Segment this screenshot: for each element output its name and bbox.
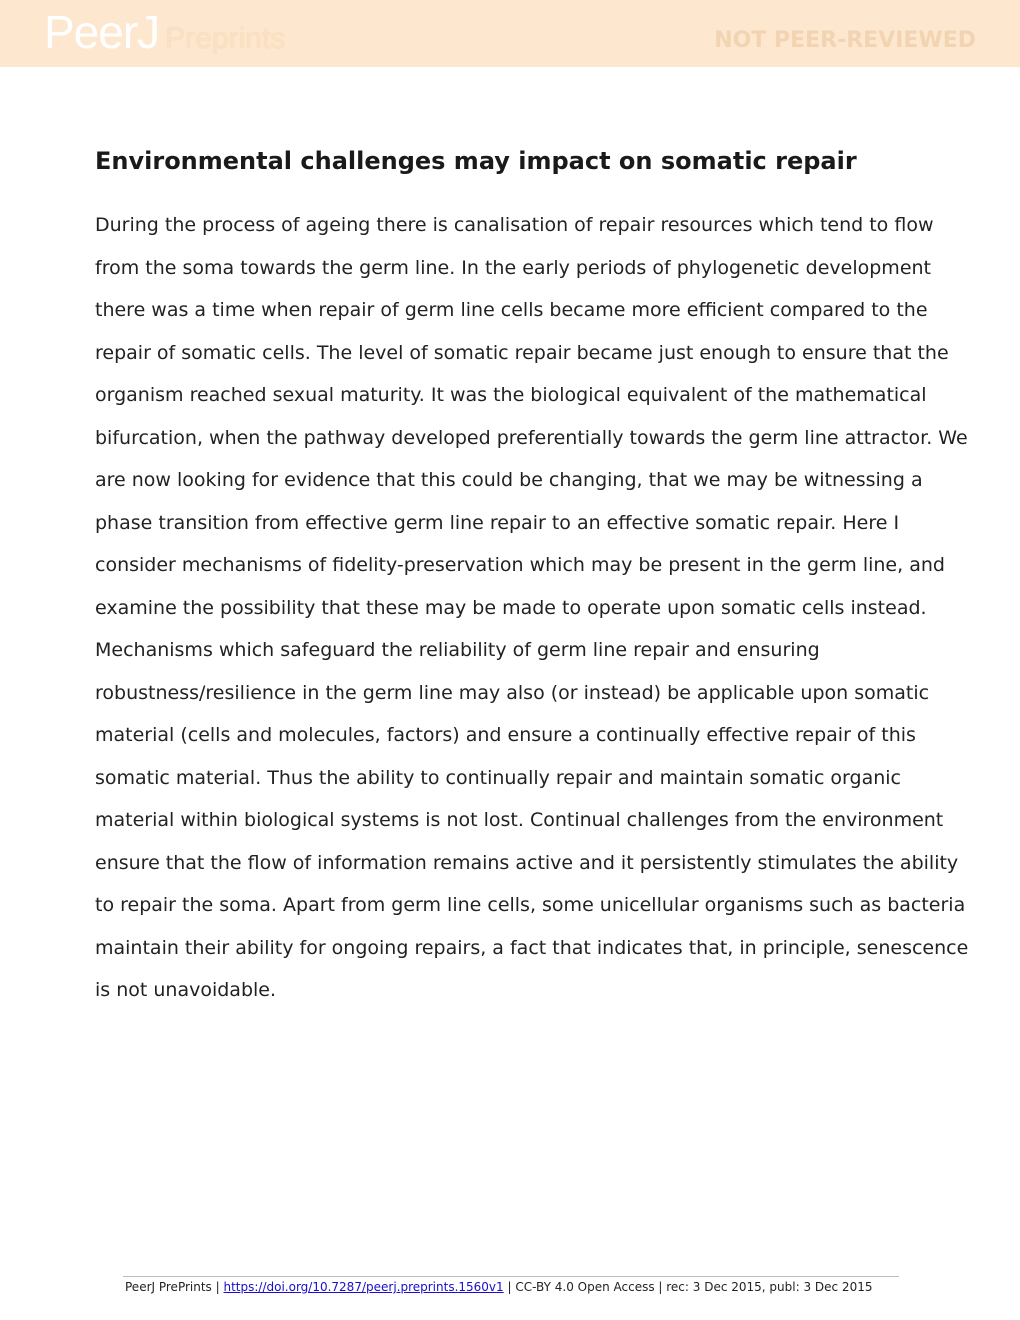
logo-peerj-text: PeerJ — [44, 6, 160, 58]
footer-license-dates: | CC-BY 4.0 Open Access | rec: 3 Dec 2015, publ: 3 Dec 2015 — [507, 1280, 873, 1294]
page-footer — [125, 1279, 872, 1295]
article-title: Environmental challenges may impact on somatic repair — [95, 147, 857, 175]
peerj-preprints-logo — [44, 6, 285, 65]
preprint-banner — [0, 0, 1020, 67]
logo-preprints-text: Preprints — [165, 22, 286, 55]
footer-doi-link[interactable]: https://doi.org/10.7287/peerj.preprints.1560v1 — [223, 1280, 504, 1294]
footer-divider — [123, 1276, 899, 1277]
not-peer-reviewed-watermark: NOT PEER-REVIEWED — [714, 28, 976, 53]
article-body: During the process of ageing there is canalisation of repair resources which tend to flow from the soma towards the germ line. In the early periods of phylogenetic development there was a time when repair of germ line cells became more efficient compared to the repair of somatic cells. The level of somatic repair became just enough to ensure that the organism reached sexual maturity. It was the biological equivalent of the mathematical bifurcation, when the pathway developed preferentially towards the germ line attractor. We are now looking for evidence that this could be changing, that we may be witnessing a phase transition from effective germ line repair to an effective somatic repair. Here I consider mechanisms of fidelity-preservation which may be present in the germ line, and examine the possibility that these may be made to operate upon somatic cells instead. Mechanisms which safeguard the reliability of germ line repair and ensuring robustness/resilience in the germ line may also (or instead) be applicable upon somatic material (cells and molecules, factors) and ensure a continually effective repair of this somatic material. Thus the ability to continually repair and maintain somatic organic material within biological systems is not lost. Continual challenges from the environment ensure that the flow of information remains active and it persistently stimulates the ability to repair the soma. Apart from germ line cells, some unicellular organisms such as bacteria maintain their ability for ongoing repairs, a fact that indicates that, in principle, senescence is not unavoidable. — [95, 214, 969, 1001]
footer-journal: PeerJ PrePrints | — [125, 1280, 220, 1294]
